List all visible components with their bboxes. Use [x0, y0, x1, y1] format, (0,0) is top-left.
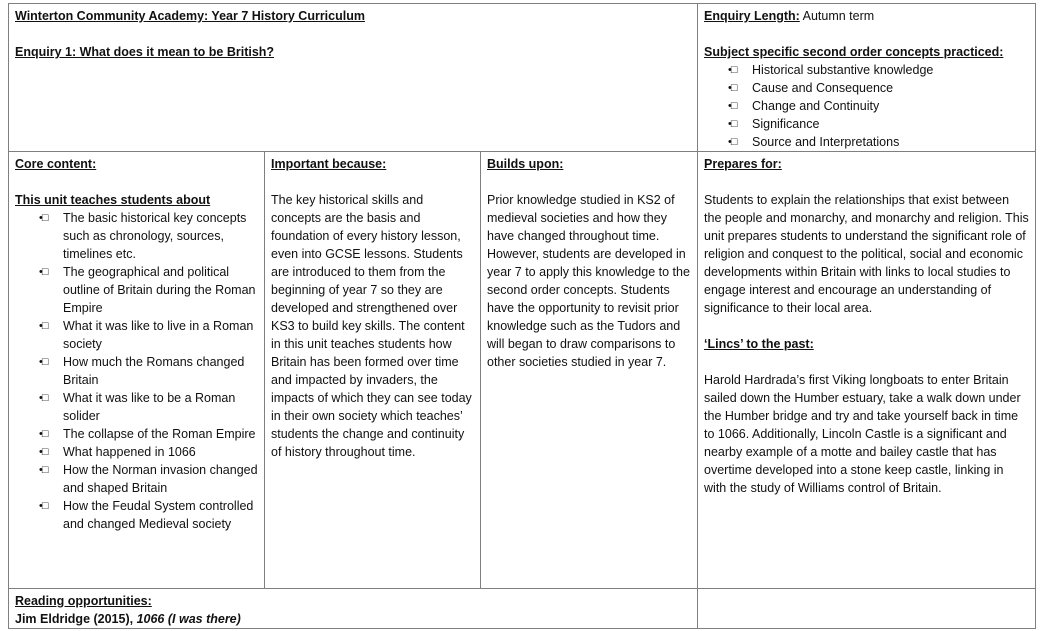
core-content-item: [15, 461, 258, 497]
concept-item: [704, 79, 1029, 97]
bullet-icon: •□: [39, 356, 48, 368]
title-cell: [9, 4, 698, 152]
bullet-icon: •□: [728, 64, 737, 76]
bullet-icon: •□: [728, 136, 737, 148]
core-content-item-text: What it was like to be a Roman solider: [63, 391, 236, 423]
bullet-icon: •□: [39, 266, 48, 278]
important-text: The key historical skills and concepts are the basis and foundation of every history lesson, even into GCSE lessons. Students are introduced to them from the beginning of year 7 so they are developed and strengthened over KS3 to build key skills. The content in this unit teaches students how Britain has been formed over time and impacted by invaders, the impacts of which they can see today in their own society which teaches’ students the change and continuity of history throughout time.: [271, 193, 472, 459]
reading-row: [9, 589, 1036, 629]
header-row: [9, 4, 1036, 152]
core-content-subheading: This unit teaches students about: [15, 193, 211, 207]
concepts-heading: Subject specific second order concepts practiced:: [704, 45, 1004, 59]
core-content-item: [15, 317, 258, 353]
builds-upon-cell: [481, 152, 698, 589]
enquiry-length-label: Enquiry Length:: [704, 9, 800, 23]
bullet-icon: •□: [39, 320, 48, 332]
school-title: Winterton Community Academy: Year 7 History Curriculum: [15, 9, 365, 23]
core-content-item: [15, 263, 258, 317]
core-content-item-text: How the Feudal System controlled and changed Medieval society: [63, 499, 254, 531]
core-content-item-text: What it was like to live in a Roman society: [63, 319, 254, 351]
core-content-item: [15, 353, 258, 389]
concepts-list: [704, 61, 1029, 151]
concept-item: [704, 61, 1029, 79]
builds-upon-heading: Builds upon:: [487, 157, 564, 171]
core-content-item: [15, 425, 258, 443]
concept-item: [704, 133, 1029, 151]
prepares-for-cell: [698, 152, 1036, 589]
enquiry-length-value: Autumn term: [799, 9, 875, 23]
bullet-icon: •□: [39, 464, 48, 476]
concept-item: [704, 97, 1029, 115]
prepares-for-heading: Prepares for:: [704, 157, 782, 171]
bullet-icon: •□: [728, 82, 737, 94]
core-content-item-text: How much the Romans changed Britain: [63, 355, 245, 387]
concept-item-text: Historical substantive knowledge: [752, 63, 934, 77]
concept-item: [704, 115, 1029, 133]
bullet-icon: •□: [39, 392, 48, 404]
core-content-item: [15, 443, 258, 461]
prepares-for-text: Students to explain the relationships that exist between the people and monarchy, and monarchy and religion. This unit prepares students to understand the significant role of religion and conquest to the political, social and economic developments within Britain with links to local studies to engage interest and encourage an understanding of significance to their local area.: [704, 193, 1029, 315]
core-content-cell: [9, 152, 265, 589]
core-content-item: [15, 209, 258, 263]
bullet-icon: •□: [39, 212, 48, 224]
core-content-list: [15, 209, 258, 533]
core-content-item: [15, 497, 258, 533]
core-content-item-text: The geographical and political outline of Britain during the Roman Empire: [63, 265, 256, 315]
important-cell: [265, 152, 481, 589]
lincs-heading: ‘Lincs’ to the past:: [704, 337, 814, 351]
content-row: [9, 152, 1036, 589]
bullet-icon: •□: [39, 500, 48, 512]
concept-item-text: Significance: [752, 117, 820, 131]
curriculum-table: [8, 3, 1036, 629]
core-content-item-text: The basic historical key concepts such as chronology, sources, timelines etc.: [63, 211, 247, 261]
lincs-text: Harold Hardrada’s first Viking longboats to enter Britain sailed down the Humber estuary, take a walk down under the Humber bridge and try and take yourself back in time to 1066. Additionally, Lincoln Castle is a significant and nearby example of a motte and bailey castle that has overtime developed into a stone keep castle, linking in with the study of Williams control of Britain.: [704, 373, 1021, 495]
concept-item-text: Cause and Consequence: [752, 81, 894, 95]
reading-book-title: 1066 (I was there): [136, 612, 241, 626]
enquiry-title: Enquiry 1: What does it mean to be British?: [15, 45, 275, 59]
reading-heading: Reading opportunities:: [15, 594, 152, 608]
reading-empty-cell: [698, 589, 1036, 629]
reading-cell: [9, 589, 698, 629]
bullet-icon: •□: [728, 118, 737, 130]
core-content-item-text: How the Norman invasion changed and shaped Britain: [63, 463, 258, 495]
core-content-heading: Core content:: [15, 157, 97, 171]
important-heading: Important because:: [271, 157, 387, 171]
core-content-item-text: The collapse of the Roman Empire: [63, 427, 256, 441]
core-content-item-text: What happened in 1066: [63, 445, 196, 459]
bullet-icon: •□: [39, 428, 48, 440]
concept-item-text: Change and Continuity: [752, 99, 880, 113]
reading-author: Jim Eldridge (2015),: [15, 612, 137, 626]
core-content-item: [15, 389, 258, 425]
builds-upon-text: Prior knowledge studied in KS2 of medieval societies and how they have changed throughout time. However, students are developed in year 7 to apply this knowledge to the second order concepts. Students have the opportunity to revisit prior knowledge such as the Tudors and will began to draw comparisons to other societies studied in year 7.: [487, 193, 690, 369]
enquiry-info-cell: [698, 4, 1036, 152]
bullet-icon: •□: [39, 446, 48, 458]
bullet-icon: •□: [728, 100, 737, 112]
concept-item-text: Source and Interpretations: [752, 135, 900, 149]
